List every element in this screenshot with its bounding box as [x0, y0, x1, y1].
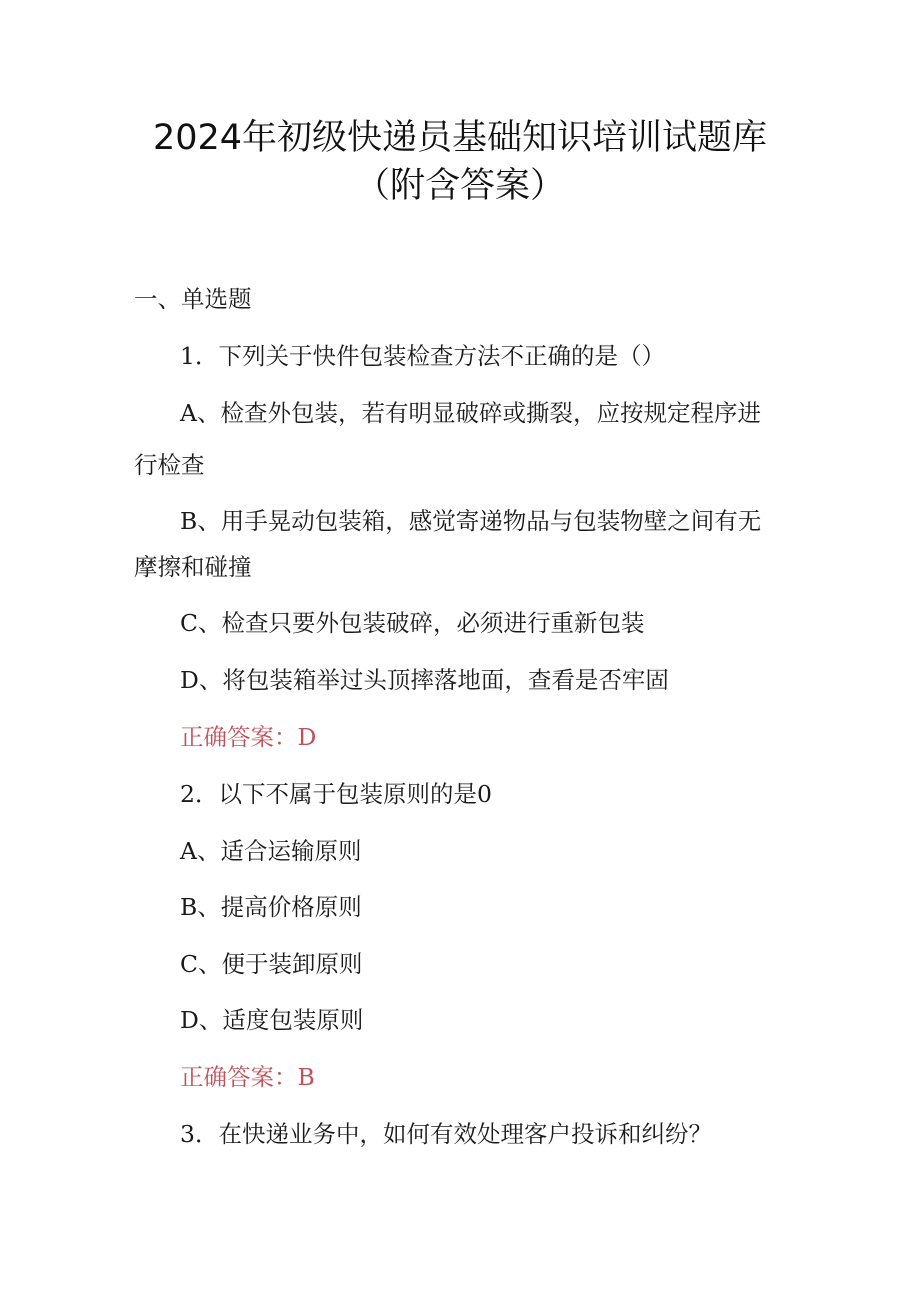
question-1-option-d: D、将包装箱举过头顶摔落地面，查看是否牢固	[180, 666, 669, 694]
question-1-option-b-continued: 摩擦和碰撞	[134, 553, 252, 581]
question-2-option-b: B、提高价格原则	[180, 893, 362, 921]
section-heading: 一、单选题	[134, 285, 252, 313]
document-title-line1: 2024年初级快递员基础知识培训试题库	[152, 118, 768, 158]
question-2-stem: 2．以下不属于包装原则的是0	[180, 780, 492, 808]
question-2-option-c: C、便于装卸原则	[180, 950, 363, 978]
question-1-answer: 正确答案：D	[180, 723, 317, 751]
question-1-option-b: B、用手晃动包装箱，感觉寄递物品与包装物壁之间有无	[180, 507, 762, 535]
question-2-option-d: D、适度包装原则	[180, 1006, 364, 1034]
question-2-option-a: A、适合运输原则	[180, 837, 362, 865]
question-1-stem: 1．下列关于快件包装检查方法不正确的是（）	[180, 342, 665, 370]
question-3-stem: 3．在快递业务中，如何有效处理客户投诉和纠纷？	[180, 1120, 712, 1148]
question-1-option-a-continued: 行检查	[134, 451, 205, 479]
question-1-option-c: C、检查只要外包装破碎，必须进行重新包装	[180, 609, 645, 637]
question-1-option-a: A、检查外包装，若有明显破碎或撕裂，应按规定程序进	[180, 399, 761, 427]
document-title-line2: （附含答案）	[354, 166, 565, 206]
question-2-answer: 正确答案：B	[180, 1063, 315, 1091]
